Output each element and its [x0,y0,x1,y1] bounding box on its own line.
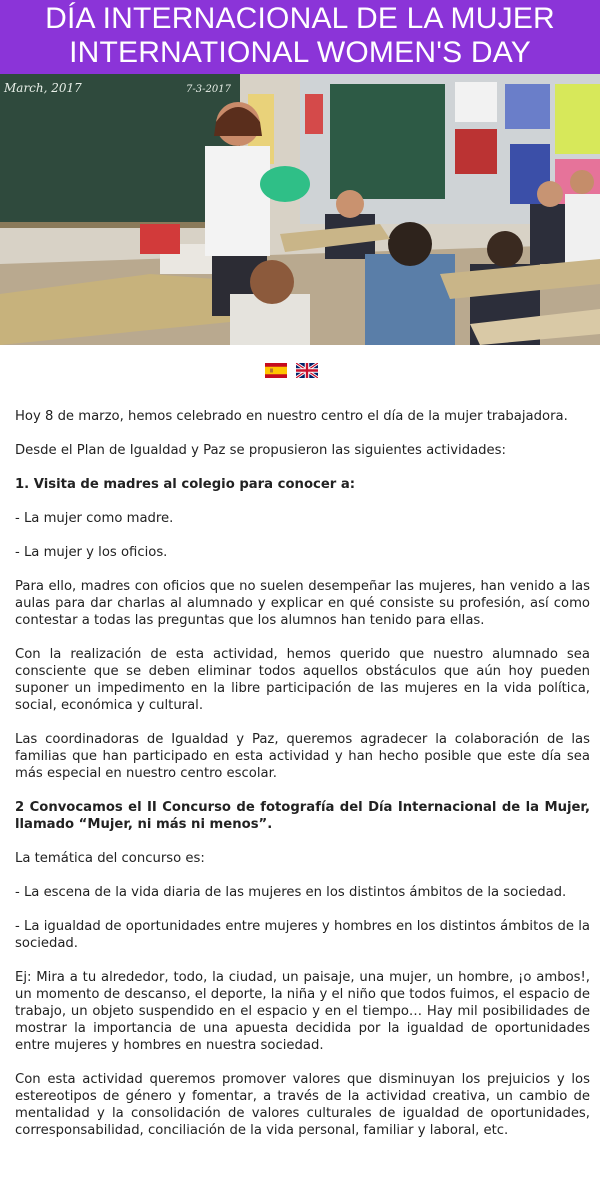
list-item: - La igualdad de oportunidades entre mujeres y hombres en los distintos ámbitos de la sociedad. [15,919,590,951]
heading-activity-2: 2 Convocamos el II Concurso de fotografía del Día Internacional de la Mujer, llamado “Mujer, ni más ni menos”. [15,800,590,832]
list-item: - La mujer como madre. [15,511,174,526]
title-banner [0,0,600,74]
board-date-text: March, 2017 [4,81,82,95]
language-selector [265,363,319,379]
article-body [15,408,590,1156]
paragraph-thanks: Las coordinadoras de Igualdad y Paz, queremos agradecer la colaboración de las familias que han participado en esta actividad y han hecho posible que este día sea más especial en nuestro centro escolar. [15,732,590,781]
paragraph-intro: Hoy 8 de marzo, hemos celebrado en nuestro centro el día de la mujer trabajadora. [15,409,568,424]
paragraph-theme-intro: La temática del concurso es: [15,851,205,866]
paragraph-goal: Con la realización de esta actividad, hemos querido que nuestro alumnado sea consciente que se deben eliminar todos aquellos obstáculos que aún hoy pueden suponer un impedimento en la libre participación de las mujeres en la vida política, social, económica y cultural. [15,647,590,713]
board-date-right: 7-3-2017 [186,84,231,95]
list-item: - La mujer y los oficios. [15,545,168,560]
heading-activity-1: 1. Visita de madres al colegio para conocer a: [15,477,356,492]
classroom-photo [0,74,600,345]
paragraph-closing: Con esta actividad queremos promover valores que disminuyan los prejuicios y los estereotipos de género y fomentar, a través de la actividad creativa, un cambio de mentalidad y la consolidación de valores culturales de igualdad de oportunidades, corresponsabilidad, conciliación de la vida personal, familiar y laboral, etc. [15,1072,590,1138]
paragraph-mothers: Para ello, madres con oficios que no suelen desempeñar las mujeres, han venido a las aulas para dar charlas al alumnado y explicar en qué consiste su profesión, así como contestar a todas las preguntas que los alumnos han tenido para ellas. [15,579,590,628]
list-item: - La escena de la vida diaria de las mujeres en los distintos ámbitos de la sociedad. [15,885,567,900]
uk-flag-icon[interactable] [296,363,318,378]
paragraph-example: Ej: Mira a tu alrededor, todo, la ciudad, un paisaje, una mujer, un hombre, ¡o ambos!, un momento de descanso, el deporte, la niña y el niño que todos fuimos, el espacio de trabajo, un objeto suspendido en el espacio y en el tiempo… Hay mil posibilidades de mostrar la importancia de una apuesta decidida por la igualdad de oportunidades entre mujeres y hombres en nuestra sociedad. [15,970,590,1053]
spanish-flag-icon[interactable] [265,363,287,378]
title-spanish: DÍA INTERNACIONAL DE LA MUJER [45,2,555,35]
title-english: INTERNATIONAL WOMEN'S DAY [69,36,531,69]
paragraph-activities-intro: Desde el Plan de Igualdad y Paz se propusieron las siguientes actividades: [15,443,506,458]
